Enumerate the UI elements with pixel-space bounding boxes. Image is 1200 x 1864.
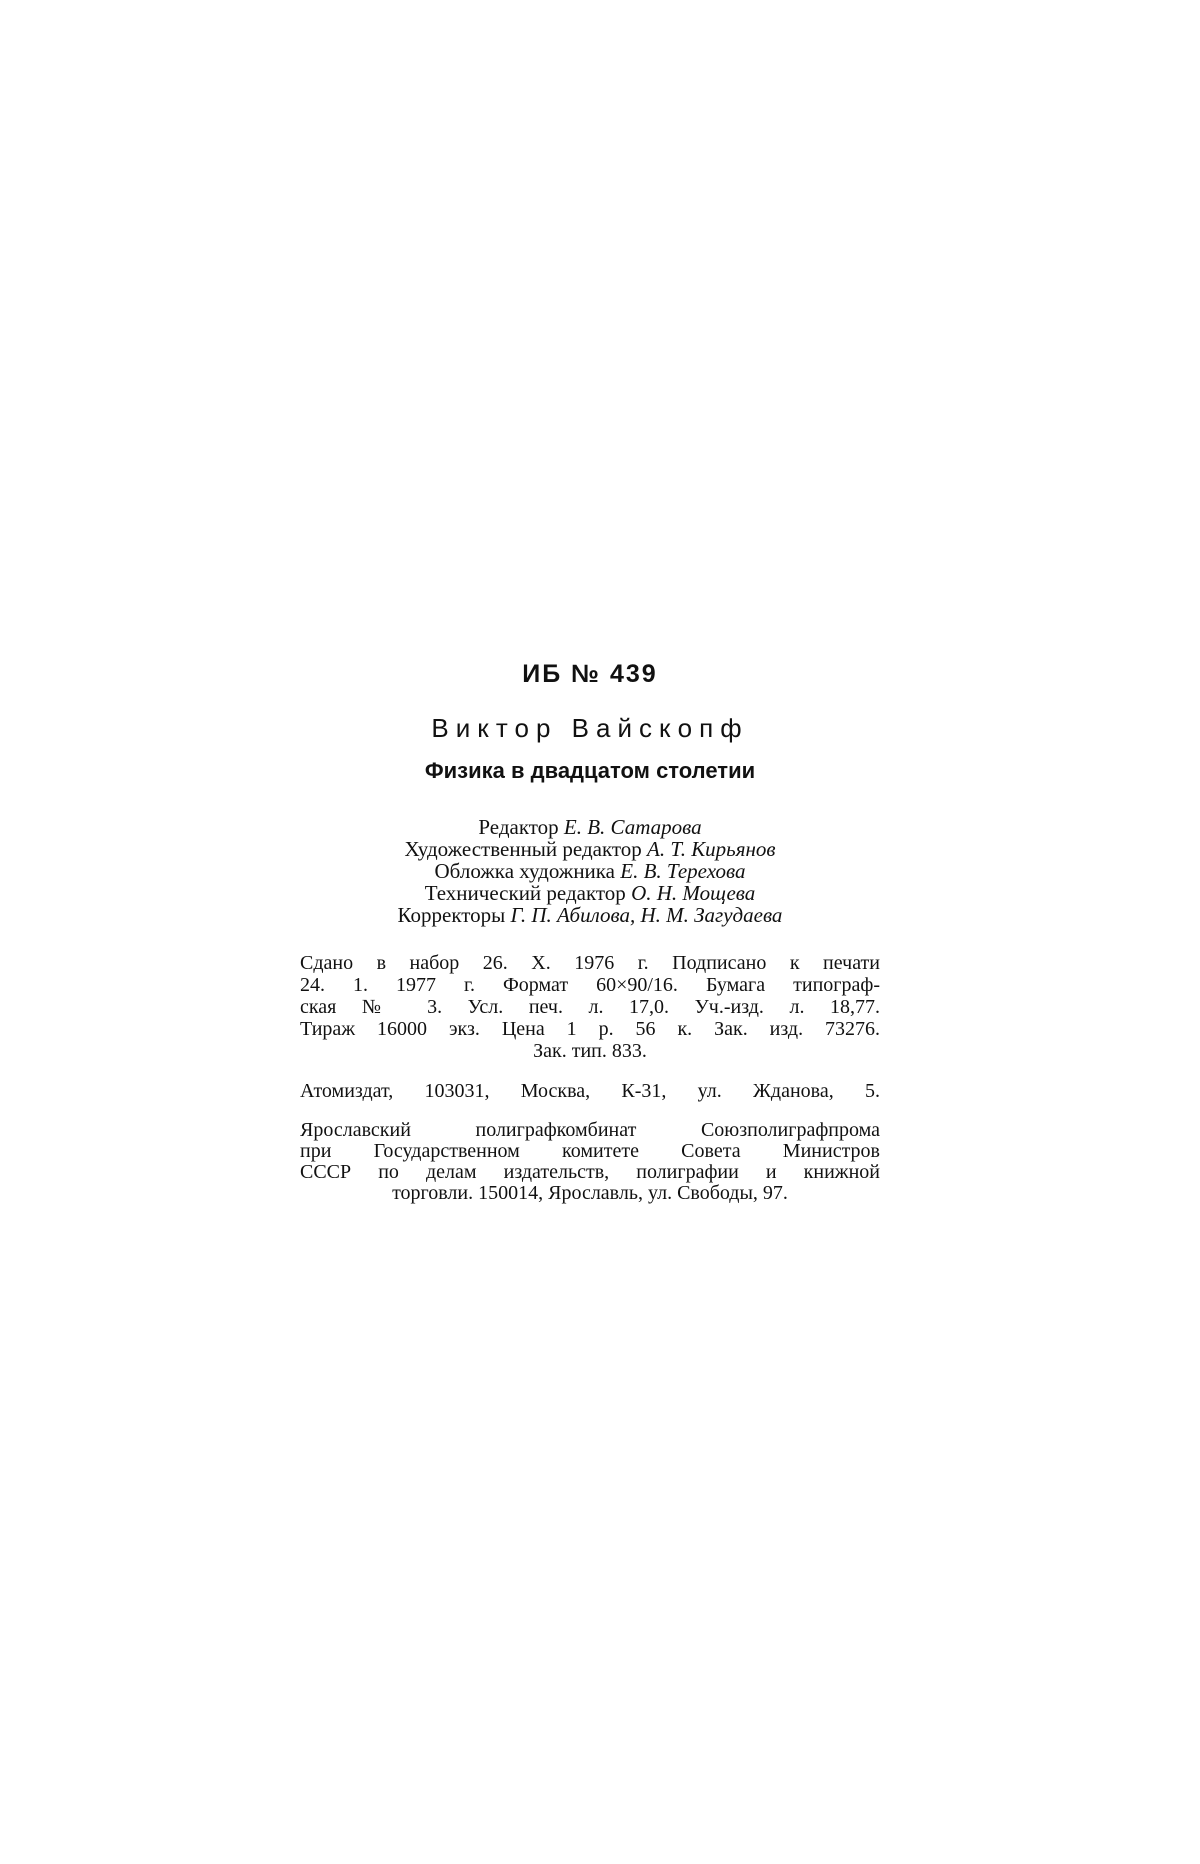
print-line: Зак. тип. 833. <box>533 1040 647 1062</box>
author-name: Виктор Вайскопф <box>431 713 749 743</box>
publisher-address: Атомиздат, 103031, Москва, К-31, ул. Жданова, 5. <box>300 1080 880 1102</box>
credit-line <box>300 838 880 860</box>
credit-name: Е. В. Сатарова <box>563 815 702 839</box>
printer-line: при Государственном комитете Совета Министров <box>300 1140 880 1162</box>
ib-number: ИБ № 439 <box>522 660 658 688</box>
print-line: Сдано в набор 26. X. 1976 г. Подписано к печати <box>300 952 880 974</box>
credit-role: Обложка художника <box>434 859 615 883</box>
print-details <box>300 952 880 1062</box>
print-line: 24. 1. 1977 г. Формат 60×90/16. Бумага типограф- <box>300 974 880 996</box>
credit-name: Г. П. Абилова, Н. М. Загудаева <box>510 903 783 927</box>
credit-line <box>300 882 880 904</box>
printer-line: Ярославский полиграфкомбинат Союзполиграфпрома <box>300 1119 880 1141</box>
book-title: Физика в двадцатом столетии <box>424 758 756 783</box>
credit-line <box>300 860 880 882</box>
print-line: Тираж 16000 экз. Цена 1 р. 56 к. Зак. изд. 73276. <box>300 1018 880 1040</box>
credit-line <box>300 816 880 838</box>
credit-name: А. Т. Кирьянов <box>647 837 776 861</box>
printer-line: СССР по делам издательств, полиграфии и книжной <box>300 1161 880 1183</box>
credit-name: О. Н. Мощева <box>631 881 756 905</box>
credits-list <box>300 816 880 926</box>
printer-info <box>300 1120 880 1204</box>
colophon-block <box>300 660 880 1204</box>
credit-role: Корректоры <box>397 903 506 927</box>
credit-name: Е. В. Терехова <box>620 859 746 883</box>
print-line: ская № 3. Усл. печ. л. 17,0. Уч.-изд. л. 18,77. <box>300 996 880 1018</box>
printer-line: торговли. 150014, Ярославль, ул. Свободы, 97. <box>392 1182 788 1204</box>
credit-line <box>300 904 880 926</box>
credit-role: Технический редактор <box>424 881 626 905</box>
credit-role: Редактор <box>478 815 559 839</box>
credit-role: Художественный редактор <box>404 837 642 861</box>
